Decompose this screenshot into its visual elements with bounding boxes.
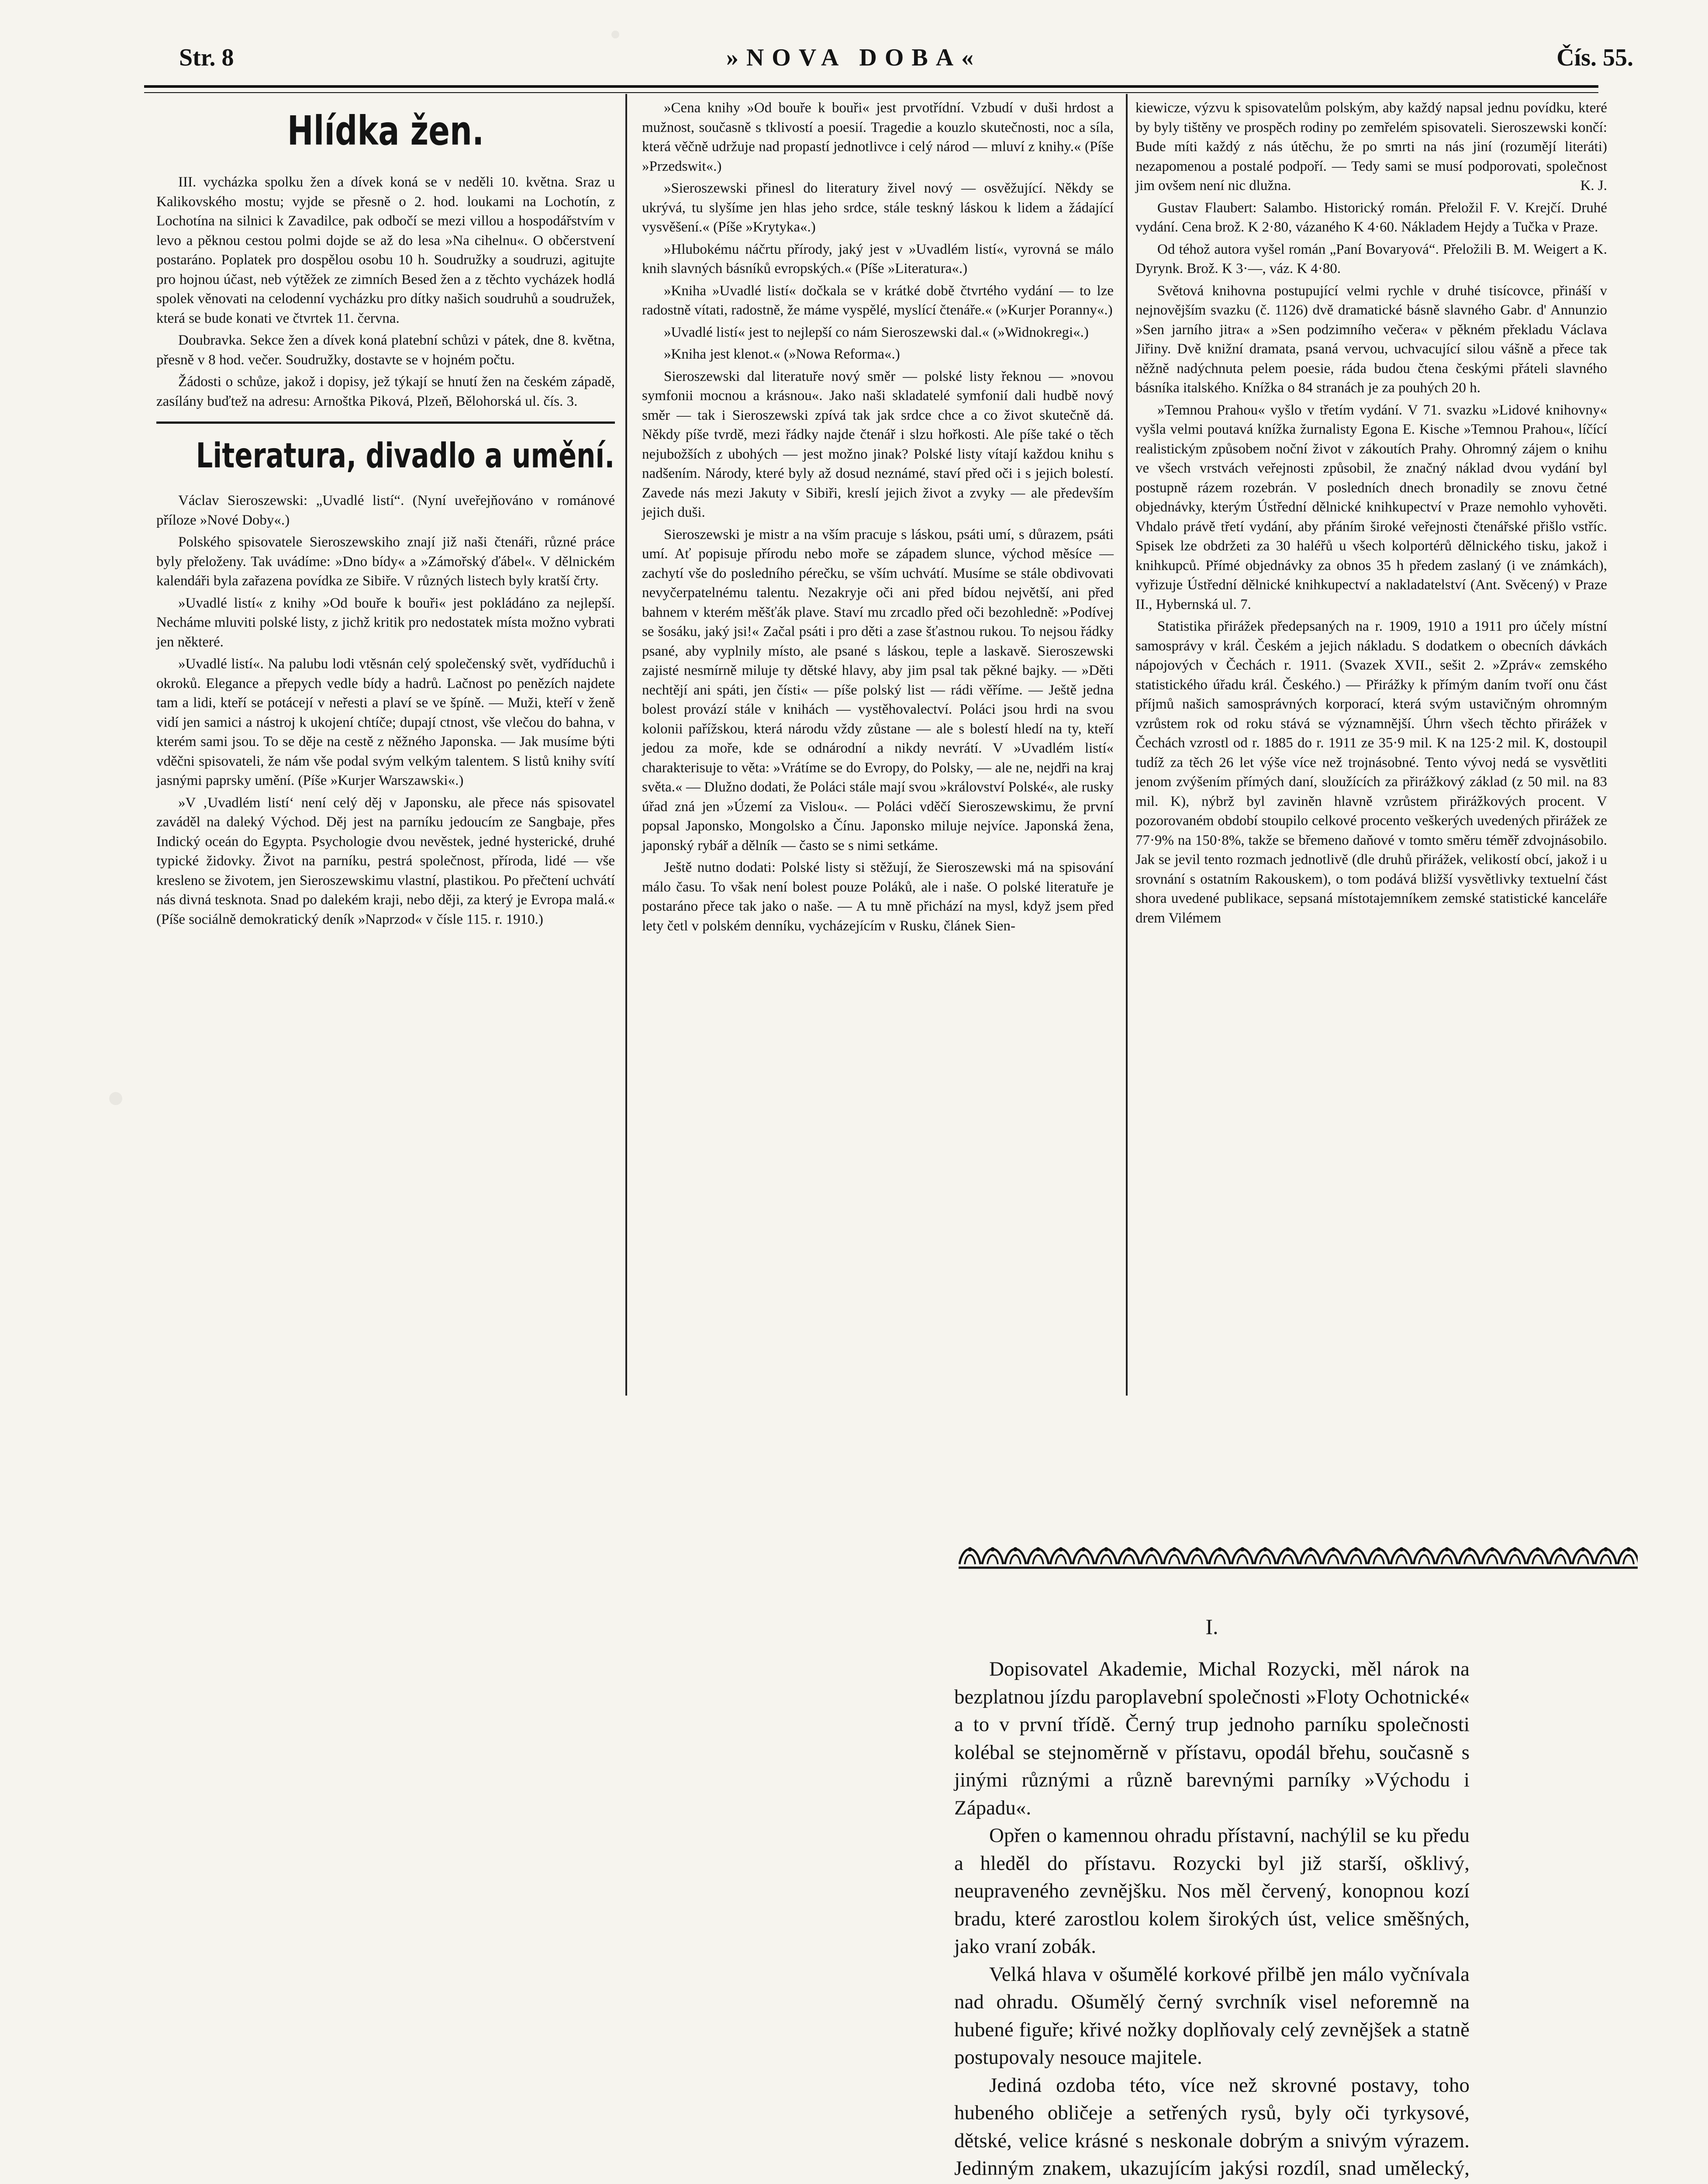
review-paragraph: Ještě nutno dodati: Polské listy si stěžují, že Sieroszewski má na spisování málo času. To však není bolest pouze Poláků, ale i naše. O polské literatuře je postaráno přece tak jako o naše. — A tu mně přichází na mysl, když jsem před lety četl v polském denníku, vycházejícím v Rusku, článek Sien- xyxy=(642,860,1114,934)
page-number-label: Str. 8 xyxy=(179,44,234,71)
column-3 xyxy=(1135,98,1607,930)
column-divider xyxy=(1126,94,1128,1396)
review-paragraph: »V ‚Uvadlém listí‘ není celý děj v Japonsku, ale přece nás spisovatel zaváděl na daleký Východ. Děj jest na parníku jedoucím ze Sangbaje, přes Indický oceán do Egypta. Psychologie dvou nevěstek, jedné hysterické, druhé typické židovky. Život na parníku, pestrá společnost, příroda, lidé — vše kresleno se životem, jen Sieroszewskimu vlastní, plastikou. Po přečtení uchvátí nás divná tesknota. Snad po dalekém kraji, nebo ději, za který je Evropa malá.« (Píše sociálně demokratický deník »Naprzod« v čísle 115. r. 1910.) xyxy=(156,795,615,927)
review-paragraph: »Uvadlé listí«. Na palubu lodi vtěsnán celý společenský svět, vydříduchů i okroků. Elegance a přepych vedle bídy a hadrů. Lačnost po penězích najdete tam a lidi, kteří se potácejí v neřesti a plaví se ve špíně. — Muži, kteří v ženě vidí jen samici a nástroj k ukojení chtíče; dupají ctnost, vše vlečou do bahna, v kterém sami jsou. To se děje na cestě z něžného Japonska. — Jak musíme býti vděčni spisovateli, že nám vše podal svým velkým talentem. S listů knihy svítí jasnými paprsky umění. (Píše »Kurjer Warszawski«.) xyxy=(156,656,615,788)
paper-stain xyxy=(109,1092,122,1105)
issue-number: Čís. 55. xyxy=(1556,44,1633,71)
article-vychazka: III. vycházka spolku žen a dívek koná se v neděli 10. května. Sraz u Kalikovského mostu; vyjde se přesně o 2. hod. loukami na Lochotín, z Lochotína na silnici k Zavadilce, pak odbočí se mezi villou a hospodářstvím v levo a pěknou cestou polmi dojde se až do lesa »Na cihelnu«. O občerstvení postaráno. Poplatek pro dospělou osobu 10 h. Soudružky a soudruzi, agitujte pro hojnou účast, neb výtěžek ze zimních Besed žen a z těchto vycházek hodlá spolek věnovati na celodenní vycházku pro dítky našich soudruhů a soudružek, která se bude konati ve čtvrtek 11. června. xyxy=(156,174,615,326)
column-1 xyxy=(156,98,615,932)
review-quote: »Kniha »Uvadlé listí« dočkala se v krátké době čtvrtého vydání — to lze radostně vítati, radostně, že máme vyspělé, myslící čtenáře.« (»Kurjer Poranny«.) xyxy=(642,283,1114,318)
book-notice-statistika: Statistika přirážek předepsaných na r. 1909, 1910 a 1911 pro účely místní samosprávy v král. Českém a jejich nákladu. S dodatkem o obecních dávkách nápojových v Čechách r. 1911. (Svazek XVII., sešit 2. »Zpráv« zemského statistického úřadu král. Českého.) — Přirážky k přímým daním tvoří onu část příjmů našich samosprávných korporací, která svým ustavičným ohromným vzrůstem rok od roku stává se významnější. Úhrn všech těchto přirážek v Čechách vzrostl od r. 1885 do r. 1911 ze 35·9 mil. K na 125·2 mil. K, dostoupil tudíž za těch 26 let výše více než trojnásobné. Tento vývoj nedá se vysvětliti jenom zvýšením přímých daní, sloužících za přirážkový základ (z 50 mil. na 83 mil. K), nýbrž byl zaviněn hlavně vzrůstem přirážkových procent. V pozorovaném období stoupilo celkové procento veškerých uvedených přirážek ze 77·9% na 150·8%, takže se břemeno daňové v tomto směru téměř zdvojnásobilo. Jak se jevil tento rozmach jednotlivě (dle druhů přirážek, velikostí obcí, jakož i u srovnání s ostatním Rakouskem), o tom podává bližší vysvětlivky textuelní část shora uvedené publikace, sepsaná místotajemníkem zemské statistické kanceláře drem Vilémem xyxy=(1135,619,1607,926)
article-zadosti: Žádosti o schůze, jakož i dopisy, jež týkají se hnutí žen na českém západě, zasílány buďtež na adresu: Arnoštka Piková, Plzeň, Bělohorská ul. čís. 3. xyxy=(156,374,615,409)
review-quote: »Sieroszewski přinesl do literatury živel nový — osvěžující. Někdy se ukrývá, tu slyšíme jen hlas jeho srdce, stále teskný láskou k lidem a žádající vysvěšení.« (Píše »Krytyka«.) xyxy=(642,180,1114,235)
review-continuation-text: kiewicze, výzvu k spisovatelům polským, aby každý napsal jednu povídku, které by byly tištěny ve prospěch rodiny po zemřelém spisovateli. Sieroszewski končí: Bude míti každý z nás útěchu, že po smrti na nás jiní (rozumějí literáti) nezapomenou a postalé podpoří. — Tedy sami se musí podporovati, společnost jim ovšem není nic dlužna. xyxy=(1135,100,1607,194)
book-notice-salambo: Gustav Flaubert: Salambo. Historický román. Přeložil F. V. Krejčí. Druhé vydání. Cena brož. K 2·80, vázaného K 4·60. Nákladem Hejdy a Tučka v Praze. xyxy=(1135,200,1607,235)
serial-story xyxy=(954,1655,1470,2184)
section-title-hlidka-zen: Hlídka žen. xyxy=(287,107,484,154)
column-divider xyxy=(625,94,627,1396)
review-quote: »Kniha jest klenot.« (»Nowa Reforma«.) xyxy=(664,346,900,362)
story-paragraph: Dopisovatel Akademie, Michal Rozycki, měl nárok na bezplatnou jízdu paroplavební společnosti »Floty Ochotnické« a to v první třídě. Černý trup jednoho parníku společnosti kolébal se stejnoměrně v přístavu, opodál břehu, současně s jinými různými a různě barevnými parníky »Východu i Západu«. xyxy=(954,1658,1470,1819)
story-paragraph: Velká hlava v ošumělé korkové přilbě jen málo vyčnívala nad ohradu. Ošumělý černý svrchník visel neforemně na hubené figuře; křivé nožky doplňovaly celý zevnějšek a statně postupovaly nesouce majitele. xyxy=(954,1963,1470,2069)
chapter-number: I. xyxy=(1205,1614,1218,1639)
review-quote: »Cena knihy »Od bouře k bouři« jest prvotřídní. Vzbudí v duši hrdost a mužnost, současně s tklivostí a poesií. Tragedie a kouzlo skutečnosti, noc a síla, která věčně udržuje nad propastí jednotlivce i celý národ — mluví z knihy.« (Píše »Przedswit«.) xyxy=(642,100,1114,174)
newspaper-title: »NOVA DOBA« xyxy=(726,44,982,71)
story-paragraph: Jediná ozdoba této, více než skrovné postavy, toho hubeného obličeje a setřených rysů, byly oči tyrkysové, dětské, velice krásné s neskonale dobrým a snivým výrazem. Jedinným znakem, ukazujícím jakýsi rozdíl, snad umělecký, xyxy=(954,2073,1470,2180)
column-2 xyxy=(642,98,1114,938)
page-header xyxy=(39,31,1668,83)
section-divider xyxy=(156,422,615,424)
header-rule xyxy=(144,85,1598,93)
author-signature: K. J. xyxy=(1580,178,1607,194)
review-quote: »Uvadlé listí« jest to nejlepší co nám Sieroszewski dal.« (»Widnokregi«.) xyxy=(664,324,1089,340)
review-paragraph: Sieroszewski je mistr a na vším pracuje s láskou, psáti umí, s důrazem, psáti umí. Ať popisuje přírodu nebo moře se západem slunce, východ měsíce — zachytí vše do posledního pérečku, se vším uchvátí. Musíme se stále obdivovati nevyčerpatelnému talentu. Nezakryje oči ani před bídou největší, ani před bahnem v kterém měšťák plave. Staví mu zrcadlo před oči bezohledně: »Podívej se šosáku, jaký jsi!« Začal psáti i pro děti a zase šťastnou rukou. To nejsou řádky psané, aby vyplnily místo, ale psané s láskou, teple a laskavě. Sieroszewski zajisté nesmírně miluje ty dětské hlavy, aby jim psal tak pěkné bajky. — »Děti nechtějí ani spáti, jen čísti« — píše polský list — rádi věříme. — Ještě jedna bolest provází stále v knihách — vystěhovalectví. Poláci jsou hrdi na svou kolonii pařížskou, která národu vždy zůstane — ale s bolestí hledí na ty, kteří jedou za moře, kde se odnárodní a nikdy nevrátí. V »Uvadlém listí« charakterisuje to věta: »Vrátíme se do Evropy, do Polsky, — ale ne, nejdři na kraj světa.« — Dlužno dodati, že Poláci stále mají svou »království Polské«, ale rusky úřad zná jen »Území za Vislou«. — Poláci vděčí Sieroszewskimu, že první popsal Japonsko, Mongolsko a Čínu. Japonsko miluje nejvíce. Japonská žena, japonský rybář a dělník — často se s nimi setkáme. xyxy=(642,526,1114,854)
book-notice-svetova-knihovna: Světová knihovna postupující velmi rychle v druhé tisícovce, přináší v nejnovějším svazku (č. 1126) dvě dramatické básně slavného Gabr. d' Annunzio »Sen jarního jitra« a »Sen podzimního večera« v pěkném překladu Václava Jiřiny. Dvě knižní dramata, psaná vervou, uchvacující silou vášně a přece tak něžně nadýchnuta pelem poesie, ráda budou čtena českými přáteli slavného básníka italského. Knížka o 84 stranách je za pouhých 20 h. xyxy=(1135,283,1607,396)
review-paragraph: »Uvadlé listí« z knihy »Od bouře k bouři« jest pokládáno za nejlepší. Necháme mluviti polské listy, z jichž kritik pro nedostatek místa možno vybrati jen některé. xyxy=(156,595,615,650)
decorative-border-ornament xyxy=(959,1540,1638,1570)
story-paragraph: Opřen o kamennou ohradu přístavní, nachýlil se ku předu a hleděl do přístavu. Rozycki byl již starší, ošklivý, neupraveného zevnějšku. Nos měl červený, konopnou kozí bradu, které zarostlou kolem širokých úst, velice směšných, jako vraní zobák. xyxy=(954,1824,1470,1958)
review-continuation xyxy=(1135,98,1607,196)
review-quote: »Hlubokému náčrtu přírody, jaký jest v »Uvadlém listí«, vyrovná se málo knih slavných básníků evropských.« (Píše »Literatura«.) xyxy=(642,241,1114,276)
review-heading: Václav Sieroszewski: „Uvadlé listí“. (Nyní uveřejňováno v románové příloze »Nové Doby«.) xyxy=(156,493,615,528)
book-notice-temnou-prahou: »Temnou Prahou« vyšlo v třetím vydání. V 71. svazku »Lidové knihovny« vyšla velmi poutavá knížka žurnalisty Egona E. Kische »Temnou Prahou«, líčící realistickým způsobem noční život v zákoutích Prahy. Ohromný zájem o knihu ve všech vrstvách veřejnosti způsobil, že značný náklad dvou vydání byl postupně rázem rozebrán. V posledních dnech bronadily se znovu četné objednávky, kterým Ústřední dělnické knihkupectví v Praze nemohlo vyhověti. Vhdalo právě třetí vydání, aby přáním široké veřejnosti čtenářské přišlo vstříc. Spisek lze obdržeti za 30 haléřů u všech kolportérů dělnického tisku, jakož i knihkupců. Přímé objednávky za obnos 35 h předem zaslaný (i ve známkách), vyřizuje Ústřední dělnické knihkupectví a nakladatelství (Ant. Svěcený) v Praze II., Hybernská ul. 7. xyxy=(1135,402,1607,612)
section-title-literatura: Literatura, divadlo a umění. xyxy=(196,436,615,476)
article-doubravka: Doubravka. Sekce žen a dívek koná platební schůzi v pátek, dne 8. května, přesně v 8 hod. večer. Soudružky, dostavte se v hojném počtu. xyxy=(156,332,615,368)
review-paragraph: Sieroszewski dal literatuře nový směr — polské listy řeknou — »novou symfonii mocnou a krásnou«. Jako naši skladatelé symfonií dali hudbě nový směr — tak i Sieroszewski zpívá tak jak srdce chce a co život skutečně dá. Někdy píše tvrdě, mezi řádky najde čtenář i slzu hořkosti. Ale píše také o těch nejubožších z ubohých — jest možno jinak? Polské listy vítají každou knihu s nadšením. Národy, které byly až dosud neznámé, staví před oči i s jejich bolestí. Zavede nás mezi Jakuty v Sibiři, kreslí jejich život a zvyky — ale především jejich duši. xyxy=(642,368,1114,520)
book-notice-bovary: Od téhož autora vyšel román „Paní Bovaryová“. Přeložili B. M. Weigert a K. Dyrynk. Brož. K 3·—, váz. K 4·80. xyxy=(1135,241,1607,276)
review-paragraph: Polského spisovatele Sieroszewskiho znají již naši čtenáři, různé práce byly přeloženy. Tak uvádíme: »Dno bídy« a »Zámořský ďábel«. V dělnickém kalendáři byla zařazena povídka ze Sibiře. V různých listech byly kratší črty. xyxy=(156,534,615,589)
